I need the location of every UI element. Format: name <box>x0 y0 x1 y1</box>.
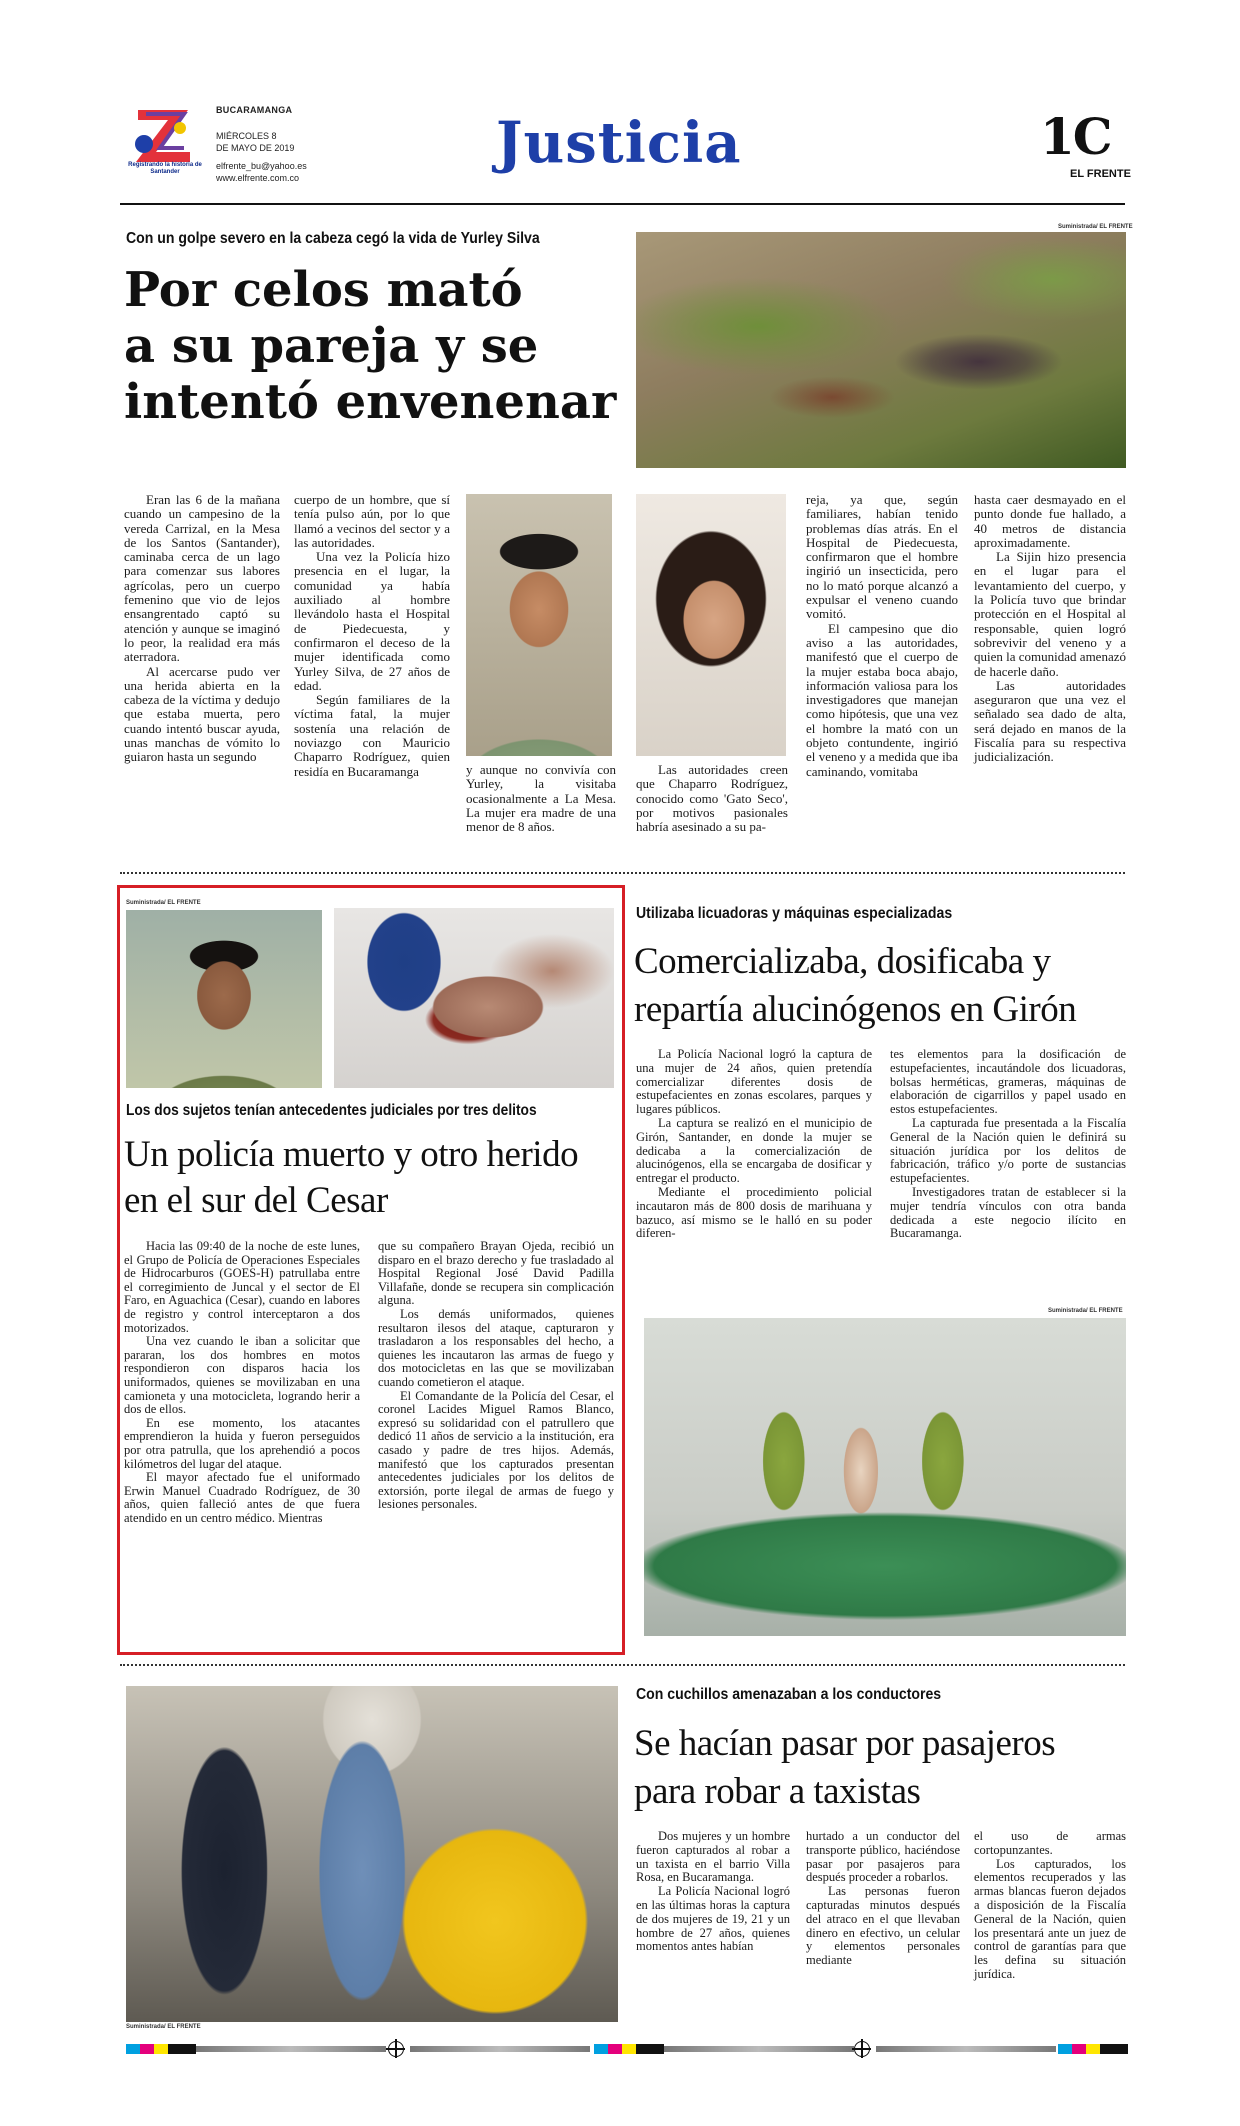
story1-suspect-photo <box>466 494 612 756</box>
registration-cyan <box>1058 2044 1072 2054</box>
story3-paragraph: tes elementos para la dosificación de estupefacientes, incautándole dos licuadoras, bolsas herméticas, grameras, máquinas de elaboración de cigarrillos y papel usado en estos estupefacientes. <box>890 1047 1126 1117</box>
story3-paragraph: Mediante el procedimiento policial incautaron más de 800 dosis de marihuana y bazuco, así mismo se le halló en su poder diferen- <box>636 1184 872 1241</box>
registration-crosshair-icon <box>854 2041 870 2057</box>
story3-paragraph: La capturada fue presentada a la Fiscalía General de la Nación quien le definirá su situación jurídica por los delitos de fabricación, tráfico y/o porte de sustancias estupefacientes. <box>890 1115 1126 1186</box>
registration-yellow <box>622 2044 636 2054</box>
masthead-info <box>216 104 307 184</box>
registration-magenta <box>140 2044 154 2054</box>
color-registration-bar <box>126 2044 196 2054</box>
registration-yellow <box>154 2044 168 2054</box>
story2-suspect-photo <box>126 910 322 1088</box>
registration-cyan <box>594 2044 608 2054</box>
page-brand: EL FRENTE <box>1070 168 1131 180</box>
story1-paragraph: cuerpo de un hombre, que sí tenía pulso aún, por lo que llamó a vecinos del sector y a las autoridades. <box>294 492 450 550</box>
story2-paragraph: que su compañero Brayan Ojeda, recibió un disparo en el brazo derecho y fue trasladado al Hospital Regional José David Padilla Villafañe, donde se recupera sin complicación alguna. <box>378 1239 614 1308</box>
color-registration-bar <box>594 2044 664 2054</box>
masthead-rule <box>120 203 1125 205</box>
story2-paragraph: En ese momento, los atacantes emprendieron la huida y fueron perseguidos por otra patrulla, que los aprehendió a pocos kilómetros del lugar del ataque. <box>124 1415 360 1471</box>
story4-headline-line1: Se hacían pasar por pasajeros <box>634 1723 1056 1764</box>
registration-crosshair-icon <box>388 2041 404 2057</box>
story4-kicker: Con cuchillos amenazaban a los conductores <box>636 1686 942 1703</box>
story1-paragraph: El campesino que dio aviso a las autoridades, manifestó que el cuerpo de la mujer estaba boca abajo, información valiosa para los investigadores que manejan como hipótesis, que una vez el hombre la mató con un objeto contundente, ingirió el veneno y a medida que iba caminando, vomitaba <box>806 620 958 779</box>
story3-police-photo <box>644 1318 1126 1636</box>
color-registration-bar <box>1058 2044 1128 2054</box>
story2-column-2 <box>378 1240 614 1512</box>
story3-headline-line1: Comercializaba, dosificaba y <box>634 941 1051 982</box>
story4-column-2 <box>806 1830 960 1968</box>
story4-paragraph: Las personas fueron capturadas minutos después del atraco en el que llevaban dinero en efectivo, un celular y elementos personales mediante <box>806 1884 960 1968</box>
story2-headline-line1: Un policía muerto y otro herido <box>124 1134 579 1175</box>
story3-column-2 <box>890 1048 1126 1241</box>
story2-paragraph: Hacia las 09:40 de la noche de este lunes, el Grupo de Policía de Operaciones Especiales de Hidrocarburos (GOES-H) patrullaba entre el corregimiento de Juncal y el sector de El Faro, en Aguachica (Cesar), cuando en labores de registro y control interceptaron a dos motorizados. <box>124 1239 360 1335</box>
story4-column-1 <box>636 1830 790 1954</box>
masthead-email[interactable]: elfrente_bu@yahoo.es <box>216 161 307 171</box>
story1-paragraph: Al acercarse pudo ver una herida abierta en la cabeza de la víctima y dedujo que estaba muerta, pero cuando intentó buscar ayuda, unas manchas de vómito lo guiaron hasta un segundo <box>124 663 280 765</box>
masthead-date-line2: DE MAYO DE 2019 <box>216 143 295 153</box>
logo-subtitle: Registrando la historia de Santander <box>128 162 202 175</box>
story2-paragraph: El mayor afectado fue el uniformado Erwin Manuel Cuadrado Rodríguez, de 30 años, quien falleció antes de que fuera atendido en un centro médico. Mientras <box>124 1470 360 1525</box>
registration-black <box>636 2044 664 2054</box>
story1-column-4 <box>636 763 788 834</box>
story1-column-2 <box>294 493 450 779</box>
story2-kicker: Los dos sujetos tenían antecedentes judiciales por tres delitos <box>126 1102 537 1119</box>
story1-victim-photo <box>636 494 786 756</box>
masthead-city: BUCARAMANGA <box>216 105 293 115</box>
story3-paragraph: La Policía Nacional logró la captura de una mujer de 24 años, quien pretendía comercializar diferentes dosis de estupefacientes en zonas escolares, parques y lugares públicos. <box>636 1047 872 1117</box>
story4-headline <box>634 1720 1126 1816</box>
story1-paragraph: Según familiares de la víctima fatal, la mujer sostenía una relación de noviazgo con Mauricio Chaparro Rodríguez, quien residía en Bucaramanga <box>294 692 450 779</box>
story3-column-1 <box>636 1048 872 1241</box>
story1-paragraph: Las autoridades creen que Chaparro Rodríguez, conocido como 'Gato Seco', por motivos pasionales habría asesinado a su pa- <box>636 762 788 835</box>
registration-gray-bar <box>876 2046 1056 2052</box>
story1-headline-line3: intentó envenenar <box>124 374 617 430</box>
story4-paragraph: La Policía Nacional logró en las últimas horas la captura de dos mujeres de 19, 21 y un hombre de 27 años, quienes momentos antes habían <box>636 1884 790 1954</box>
story1-column-5 <box>806 493 958 779</box>
story1-paragraph: La Sijin hizo presencia en el lugar para el levantamiento del cuerpo, y la Policía tuvo que brindar protección en el Hospital al responsable, quien logró sobrevivir del veneno y a quien la comunidad amenazó de hacerle daño. <box>974 549 1126 679</box>
story3-paragraph: La captura se realizó en el municipio de Girón, Santander, en donde la mujer se dedicaba a la comercialización de alucinógenos, ella se encargaba de dosificar y entregar el producto. <box>636 1115 872 1186</box>
story2-column-1 <box>124 1240 360 1525</box>
story4-paragraph: hurtado a un conductor del transporte público, haciéndose pasar por pasajeros para después proceder a robarlos. <box>806 1829 960 1885</box>
page-number: 1C <box>1040 107 1111 166</box>
registration-yellow <box>1086 2044 1100 2054</box>
registration-black <box>168 2044 196 2054</box>
registration-gray-bar <box>664 2046 854 2052</box>
registration-gray-bar <box>196 2046 386 2052</box>
story3-headline <box>634 938 1126 1034</box>
story4-paragraph: Los capturados, los elementos recuperados y las armas blancas fueron dejados a disposición de la Fiscalía General de la Nación, quien los presentará ante un juez de control de garantías para que les defina su situación jurídica. <box>974 1856 1126 1981</box>
story4-paragraph: Dos mujeres y un hombre fueron capturados al robar a un taxista en el barrio Villa Rosa, en Bucaramanga. <box>636 1829 790 1885</box>
story1-crime-scene-photo <box>636 232 1126 468</box>
story1-paragraph: Las autoridades aseguraron que una vez el señalado sea dado de alta, será dejado en manos de la Fiscalía para su respectiva judicialización. <box>974 677 1126 765</box>
story1-headline-line1: Por celos mató <box>124 262 523 318</box>
story1-column-6 <box>974 493 1126 765</box>
story3-photo-credit: Suministrada/ EL FRENTE <box>1048 1308 1123 1314</box>
section-title: Justicia <box>496 110 742 176</box>
story4-photo-credit: Suministrada/ EL FRENTE <box>126 2024 201 2030</box>
story2-wounded-photo <box>334 908 614 1088</box>
story1-paragraph: Eran las 6 de la mañana cuando un campesino de la vereda Carrizal, en la Mesa de los Santos (Santander), caminaba cerca de un lago para comenzar sus labores agrícolas, pero un cuerpo femenino que vio de lejos ensangrentado captó su atención y aunque se imaginó lo peor, la realidad era más aterradora. <box>124 492 280 665</box>
registration-magenta <box>608 2044 622 2054</box>
story1-kicker: Con un golpe severo en la cabeza cegó la vida de Yurley Silva <box>126 230 540 247</box>
story3-paragraph: Investigadores tratan de establecer si la mujer tendría vínculos con otra banda dedicada a este negocio ilícito en Bucaramanga. <box>890 1184 1126 1241</box>
story1-column-3 <box>466 763 616 834</box>
story1-headline-line2: a su pareja y se <box>124 318 539 374</box>
story4-taxi-photo <box>126 1686 618 2022</box>
story1-headline <box>124 262 624 430</box>
story4-column-3 <box>974 1830 1126 1982</box>
story4-headline-line2: para robar a taxistas <box>634 1771 921 1812</box>
story2-paragraph: Los demás uniformados, quienes resultaron ilesos del ataque, capturaron y trasladaron a los responsables del hecho, a quienes les incautaron las armas de fuego y dos motocicletas en las que se movilizaban cuando cometieron el ataque. <box>378 1306 614 1389</box>
story3-kicker: Utilizaba licuadoras y máquinas especializadas <box>636 905 953 922</box>
masthead-website[interactable]: www.elfrente.com.co <box>216 173 300 183</box>
masthead-date-line1: MIÉRCOLES 8 <box>216 131 277 141</box>
registration-gray-bar <box>410 2046 590 2052</box>
story1-paragraph: reja, ya que, según familiares, habían tenido problemas días atrás. En el Hospital de Piedecuesta, confirmaron que el hombre ingirió un insecticida, pero no lo mató porque alcanzó a expulsar el veneno cuando vomitó. <box>806 492 958 622</box>
story1-paragraph: hasta caer desmayado en el punto donde fue hallado, a 40 metros de distancia aproximadamente. <box>974 492 1126 550</box>
story3-headline-line2: repartía alucinógenos en Girón <box>634 989 1077 1030</box>
story2-headline <box>124 1132 624 1224</box>
story1-photo-credit: Suministrada/ EL FRENTE <box>1058 224 1133 230</box>
registration-cyan <box>126 2044 140 2054</box>
story2-paragraph: Una vez cuando le iban a solicitar que pararan, los dos hombres en motos respondieron con disparos hacia los uniformados, quienes se movilizaban en una camioneta y una motocicleta, logrando herir a dos de ellos. <box>124 1334 360 1417</box>
story1-column-1 <box>124 493 280 765</box>
story4-paragraph: el uso de armas cortopunzantes. <box>974 1829 1126 1857</box>
registration-magenta <box>1072 2044 1086 2054</box>
story2-photo-credit: Suministrada/ EL FRENTE <box>126 900 201 906</box>
section-divider <box>120 1664 1125 1666</box>
story1-paragraph: Una vez la Policía hizo presencia en el lugar, la comunidad ya había auxiliado al hombre llevándolo hasta el Hospital de Piedecuesta, y confirmaron el deceso de la mujer identificada como Yurley Silva, de 27 años de edad. <box>294 549 450 693</box>
section-divider <box>120 872 1125 874</box>
story2-paragraph: El Comandante de la Policía del Cesar, el coronel Lacides Miguel Ramos Blanco, expresó su solidaridad con el patrullero que dedicó 11 años de servicio a la institución, era casado y padre de tres hijos. Además, manifestó que los capturados presentan antecedentes judiciales por los delitos de extorsión, porte ilegal de armas de fuego y lesiones personales. <box>378 1388 614 1512</box>
story2-headline-line2: en el sur del Cesar <box>124 1180 388 1221</box>
registration-black <box>1100 2044 1128 2054</box>
story1-paragraph: y aunque no convivía con Yurley, la visitaba ocasionalmente a La Mesa. La mujer era madre de una menor de 8 años. <box>466 762 616 835</box>
